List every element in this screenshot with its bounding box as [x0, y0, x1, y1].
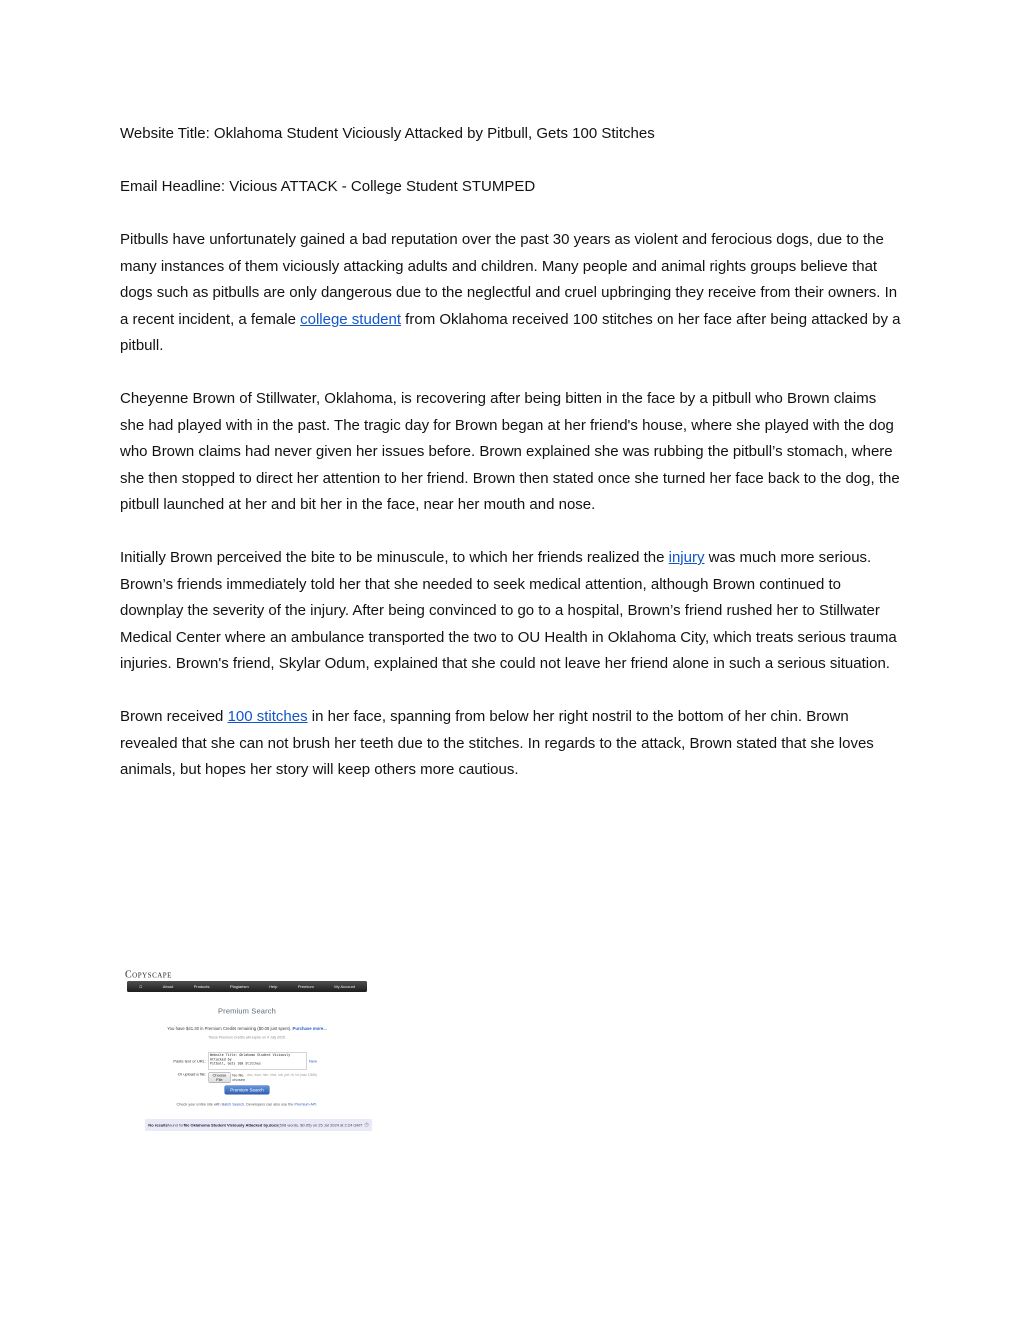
nav-item-help[interactable]: Help	[269, 984, 278, 989]
paragraph	[120, 227, 901, 360]
no-results-text: No results	[148, 1122, 168, 1128]
text-link[interactable]: 100 stitches	[227, 708, 308, 725]
text-run: from Oklahoma received 100 stitches on her face after being attacked by a pitbull.	[120, 310, 901, 354]
text-run: Cheyenne Brown of Stillwater, Oklahoma, is recovering after being bitten in the face by a pitbull who Brown claims she had played with in the past. The tragic day for Brown began at her friend's house, where she played with the dog who Brown claims had never given her issues before. Brown explained she was rubbing the pitbull’s stomach, where she then stopped to direct her attention to her friend. Brown then stated once she turned her face back to the dog, the pitbull launched at her and bit her in the face, near her mouth and nose.	[120, 390, 900, 513]
nav-item-my-account[interactable]: My Account	[334, 984, 355, 989]
text-run: was much more serious. Brown’s friends immediately told her that she needed to seek medical attention, although Brown continued to downplay the severity of the injury. After being convinced to go to a hospital, Brown’s friend rushed her to Stillwater Medical Center where an ambulance transported the two to OU Health in Oklahoma City, which treats serious trauma injuries. Brown's friend, Skylar Odum, explained that she could not leave her friend alone in such a serious situation.	[120, 549, 897, 672]
premium-search-button[interactable]: Premium Search	[225, 1086, 270, 1095]
text-run: Pitbulls have unfortunately gained a bad reputation over the past 30 years as violent and ferocious dogs, due to the many instances of them viciously attacking adults and children. Many people and animal rights groups believe that dogs such as pitbulls are only dangerous due to the neglectful and cruel upbringing they receive from their owners. In a recent incident, a female	[120, 231, 898, 328]
batch-search-link[interactable]: Batch Search	[221, 1102, 245, 1107]
batch-line-text: .	[316, 1102, 318, 1107]
purchase-more-link[interactable]: Purchase more...	[292, 1026, 327, 1031]
email-headline-line: Email Headline: Vicious ATTACK - College Student STUMPED	[120, 178, 536, 195]
text-run: Brown received	[120, 708, 228, 725]
no-file-chosen-text: No file chosen	[232, 1073, 246, 1082]
new-link[interactable]: New	[308, 1058, 317, 1064]
result-file-name: file Oklahoma Student Viciously Attacked by.docx	[183, 1122, 279, 1128]
copyscape-screenshot-image[interactable]	[120, 968, 380, 1157]
text-run: in her face, spanning from below her right nostril to the bottom of her chin. Brown revealed that she can not brush her teeth due to the stitches. In regards to the attack, Brown stated that she loves animals, but hopes her story will keep others more cautious.	[120, 708, 874, 778]
file-types-note: doc, docx, htm, html, odt, pdf, rtf, txt (max 10Mb)	[247, 1073, 317, 1077]
result-details: (508 words, $0.05) on 25 Jul 2024 at 2:24 GMT	[278, 1122, 363, 1128]
article-body	[120, 227, 901, 784]
nav-item-products[interactable]: Products	[193, 984, 210, 989]
text-run: Initially Brown perceived the bite to be minuscule, to which her friends realized the	[120, 549, 669, 566]
nav-item-premium[interactable]: Premium	[297, 984, 314, 989]
nav-item-about[interactable]: About	[162, 984, 174, 989]
copyscape-logo: Copyscape	[125, 969, 172, 980]
paragraph	[120, 545, 901, 678]
premium-search-heading: Premium Search	[218, 1007, 276, 1016]
found-for-text: found for	[167, 1122, 184, 1128]
batch-search-line	[127, 1102, 367, 1107]
submit-row	[127, 1085, 367, 1095]
choose-file-button[interactable]: Choose File	[209, 1072, 231, 1083]
paragraph	[120, 386, 901, 519]
copyscape-navbar	[127, 981, 367, 992]
search-form	[127, 1052, 317, 1083]
credits-expiry-line: These Premium Credits will expire on 4 July 2025.	[208, 1036, 286, 1040]
document-page	[120, 121, 901, 810]
copyscape-page	[120, 968, 380, 1157]
batch-line-text: . Developers can also use the	[244, 1102, 295, 1107]
nav-item-plagiarism[interactable]: Plagiarism	[229, 984, 249, 989]
text-link[interactable]: injury	[668, 549, 705, 566]
credits-line	[127, 1026, 367, 1031]
upload-row	[127, 1072, 317, 1083]
paste-label: Paste text or URL:	[173, 1058, 206, 1064]
text-link[interactable]: college student	[300, 310, 402, 328]
upload-label: Or upload a file:	[177, 1072, 206, 1077]
no-results-bar	[145, 1119, 372, 1131]
home-icon[interactable]: ⌂	[139, 983, 143, 990]
paragraph	[120, 704, 901, 784]
premium-api-link[interactable]: Premium API	[294, 1102, 317, 1107]
clock-icon[interactable]: ◷	[364, 1122, 369, 1128]
credits-text: You have $41.30 in Premium Credits remaining ($0.05 just spent).	[167, 1026, 292, 1031]
batch-line-text: Check your entire site with	[176, 1102, 222, 1107]
website-title-line: Website Title: Oklahoma Student Viciously Attacked by Pitbull, Gets 100 Stitches	[120, 125, 655, 142]
paste-row	[127, 1052, 317, 1070]
paste-textarea[interactable]	[209, 1052, 307, 1070]
